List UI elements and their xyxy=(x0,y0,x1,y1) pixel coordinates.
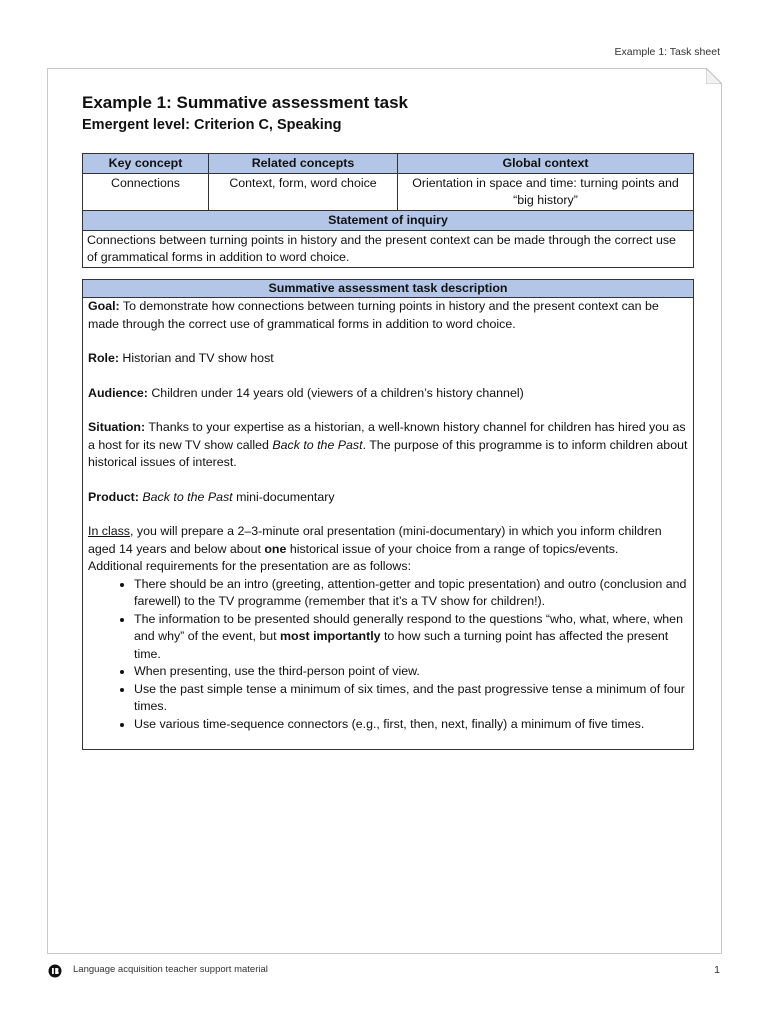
situation-text-1: Thanks to your expertise as a historian, a well-known history channel for children has hired you as a host for its new TV show called xyxy=(88,420,686,452)
goal-text: To demonstrate how connections between turning points in history and the present context can be made through the correct use of grammatical forms in addition to word choice. xyxy=(88,299,659,331)
role-text: Historian and TV show host xyxy=(118,351,274,365)
requirement-item: • When presenting, use the third-person point of view. xyxy=(134,663,688,681)
situation-paragraph xyxy=(88,419,688,472)
requirement-item xyxy=(134,611,688,664)
situation-show-title: Back to the Past xyxy=(272,437,363,452)
ib-logo-icon xyxy=(48,964,62,978)
product-text: mini-documentary xyxy=(232,489,335,504)
inclass-paragraph xyxy=(88,523,688,558)
inclass-label: In class xyxy=(88,524,131,538)
inquiry-row xyxy=(83,231,694,268)
product-label: Product: xyxy=(88,489,139,504)
requirements-intro: Additional requirements for the presentation are as follows: xyxy=(88,559,412,573)
requirement-item: • Use the past simple tense a minimum of six times, and the past progressive tense a minimum of four times. xyxy=(134,681,688,716)
task-description-body xyxy=(83,298,694,750)
key-concept-header: Key concept xyxy=(83,154,209,174)
header-label: Example 1: Task sheet xyxy=(614,46,720,58)
role-paragraph xyxy=(88,350,688,368)
role-label: Role: xyxy=(88,351,119,365)
task-table xyxy=(82,279,694,750)
concepts-table xyxy=(82,153,694,268)
global-context-cell: Orientation in space and time: turning points and “big history” xyxy=(398,174,694,211)
concepts-header-row xyxy=(83,154,694,174)
task-description-header: Summative assessment task description xyxy=(83,280,694,298)
related-concepts-header: Related concepts xyxy=(209,154,398,174)
global-context-header: Global context xyxy=(398,154,694,174)
requirement-item: • Use various time-sequence connectors (e.g., first, then, next, finally) a minimum of five times. xyxy=(134,716,688,734)
inclass-text-2: historical issue of your choice from a range of topics/events. xyxy=(286,541,619,556)
page-fold-corner xyxy=(706,68,722,84)
inclass-bold: one xyxy=(264,541,287,556)
requirement-2-text-a: The information to be presented should generally respond to the questions “who, what, where, when and why” of the event, but xyxy=(134,611,683,643)
product-show-title: Back to the Past xyxy=(142,489,233,504)
situation-label: Situation: xyxy=(88,420,146,434)
inquiry-header-row xyxy=(83,211,694,231)
related-concepts-cell: Context, form, word choice xyxy=(209,174,398,211)
concepts-row xyxy=(83,174,694,211)
requirement-2-text-b: to how such a turning point has affected the present time. xyxy=(134,629,669,661)
requirement-item: • There should be an intro (greeting, attention-getter and topic presentation) and outro (conclusion and farewell) to the TV programme (remember that it’s a TV show for children!). xyxy=(134,576,688,611)
requirements-list xyxy=(88,576,688,734)
footer-label: Language acquisition teacher support material xyxy=(73,964,268,975)
audience-paragraph xyxy=(88,385,688,403)
audience-text: Children under 14 years old (viewers of a children’s history channel) xyxy=(147,385,524,400)
page-title: Example 1: Summative assessment task xyxy=(82,93,409,112)
page-subtitle: Emergent level: Criterion C, Speaking xyxy=(82,117,342,133)
requirement-2-bold: most importantly xyxy=(280,629,381,643)
page-number: 1 xyxy=(714,964,720,976)
goal-label: Goal: xyxy=(88,299,120,313)
product-paragraph xyxy=(88,489,688,507)
inclass-text-1: , you will prepare a 2–3-minute oral presentation (mini-documentary) in which you inform children aged 14 years and below about xyxy=(88,524,662,556)
situation-text-2: . The purpose of this programme is to inform children about historical issues of interest. xyxy=(88,437,688,469)
goal-paragraph xyxy=(88,298,688,333)
statement-of-inquiry-header: Statement of inquiry xyxy=(83,211,694,231)
key-concept-cell: Connections xyxy=(83,174,209,211)
audience-label: Audience: xyxy=(88,385,148,400)
statement-of-inquiry-text: Connections between turning points in history and the present context can be made through the correct use of grammatical forms in addition to word choice. xyxy=(83,231,694,268)
